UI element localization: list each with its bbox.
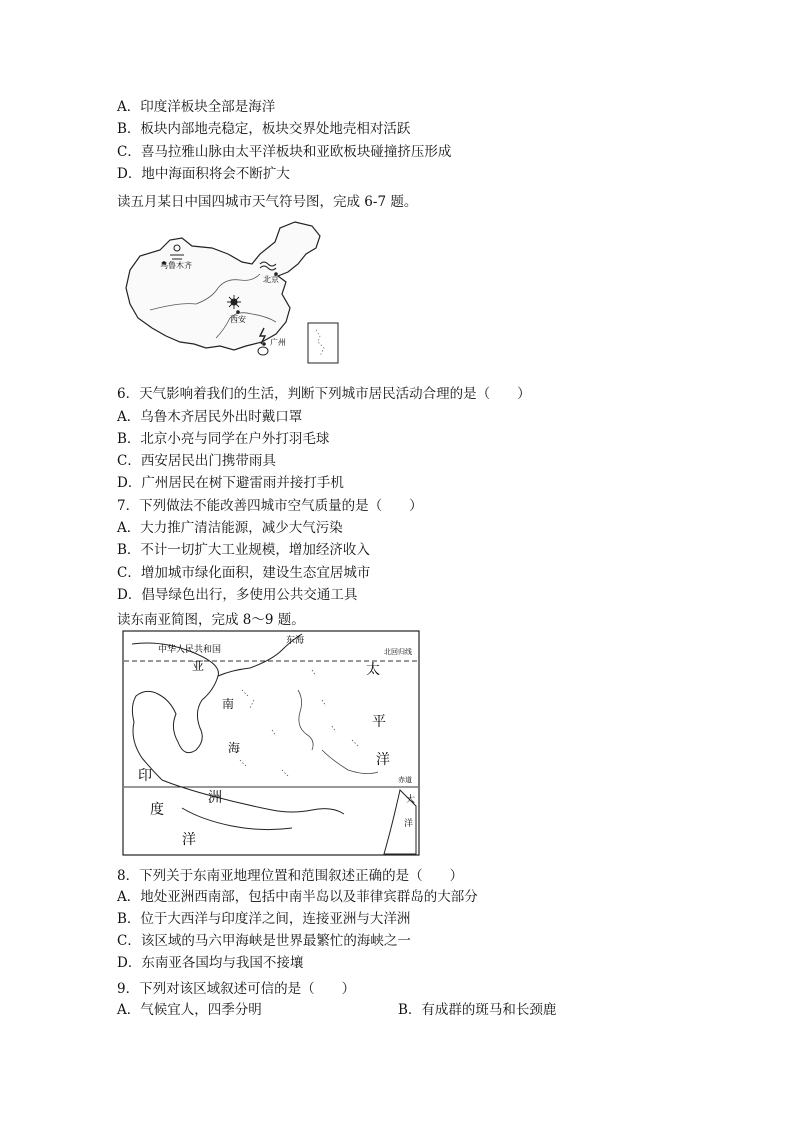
map-label: 洋: [376, 752, 390, 768]
map-label: 洋: [182, 832, 196, 848]
southeast-asia-map: [122, 630, 422, 858]
map-label: 赤道: [398, 776, 412, 784]
q7-option-c: C．增加城市绿化面积，建设生态宜居城市: [117, 565, 371, 581]
city-label: 广州: [270, 338, 286, 347]
city-label: 西安: [230, 315, 246, 324]
map-label: 度: [150, 802, 164, 818]
map-label: 北回归线: [384, 648, 412, 656]
map-label: 洲: [208, 790, 222, 806]
q5-option-c: C．喜马拉雅山脉由太平洋板块和亚欧板块碰撞挤压形成: [117, 144, 452, 160]
map-label: 印: [138, 768, 152, 784]
map-label: 亚: [192, 659, 205, 673]
map-label: 中华人民共和国: [158, 645, 222, 655]
intro-6-7: 读五月某日中国四城市天气符号图，完成 6-7 题。: [117, 194, 418, 210]
map-label: 海: [228, 741, 241, 755]
sunny-icon: [227, 295, 241, 309]
q7-option-a: A．大力推广清洁能源，减少大气污染: [117, 520, 343, 536]
map-label: 洋: [404, 819, 414, 829]
map-label: 东海: [286, 636, 305, 646]
map-label: 大: [406, 795, 416, 805]
q8-option-a: A．地处亚洲西南部，包括中南半岛以及菲律宾群岛的大部分: [117, 889, 478, 905]
q6-option-d: D．广州居民在树下避雷雨并接打手机: [117, 475, 344, 491]
city-label: 北京: [263, 275, 279, 284]
q6-option-a: A．乌鲁木齐居民外出时戴口罩: [117, 409, 303, 425]
map-label: 太: [366, 662, 380, 678]
q6-stem: 6．天气影响着我们的生活，判断下列城市居民活动合理的是（ ）: [117, 386, 531, 402]
map-label: 平: [372, 714, 386, 730]
map-label: 南: [222, 697, 235, 711]
q6-option-b: B．北京小亮与同学在户外打羽毛球: [117, 431, 330, 447]
q5-option-b: B．板块内部地壳稳定，板块交界处地壳相对活跃: [117, 121, 411, 137]
q8-option-c: C．该区域的马六甲海峡是世界最繁忙的海峡之一: [117, 933, 411, 949]
q6-option-c: C．西安居民出门携带雨具: [117, 453, 276, 469]
china-weather-map: [120, 218, 350, 368]
q9-stem: 9．下列对该区域叙述可信的是（ ）: [117, 981, 356, 997]
q5-option-d: D．地中海面积将会不断扩大: [117, 166, 290, 182]
intro-8-9: 读东南亚简图，完成 8～9 题。: [117, 612, 305, 628]
q7-stem: 7．下列做法不能改善四城市空气质量的是（ ）: [117, 498, 423, 514]
city-label: 乌鲁木齐: [160, 261, 192, 270]
q7-option-d: D．倡导绿色出行，多使用公共交通工具: [117, 587, 358, 603]
q5-option-a: A．印度洋板块全部是海洋: [117, 99, 276, 115]
q8-stem: 8．下列关于东南亚地理位置和范围叙述正确的是（ ）: [117, 868, 464, 884]
q8-option-d: D．东南亚各国均与我国不接壤: [117, 955, 304, 971]
q7-option-b: B．不计一切扩大工业规模，增加经济收入: [117, 542, 370, 558]
q9-option-b: B．有成群的斑马和长颈鹿: [398, 1002, 557, 1018]
q8-option-b: B．位于大西洋与印度洋之间，连接亚洲与大洋洲: [117, 911, 411, 927]
q9-option-a: A．气候宜人，四季分明: [117, 1002, 262, 1018]
